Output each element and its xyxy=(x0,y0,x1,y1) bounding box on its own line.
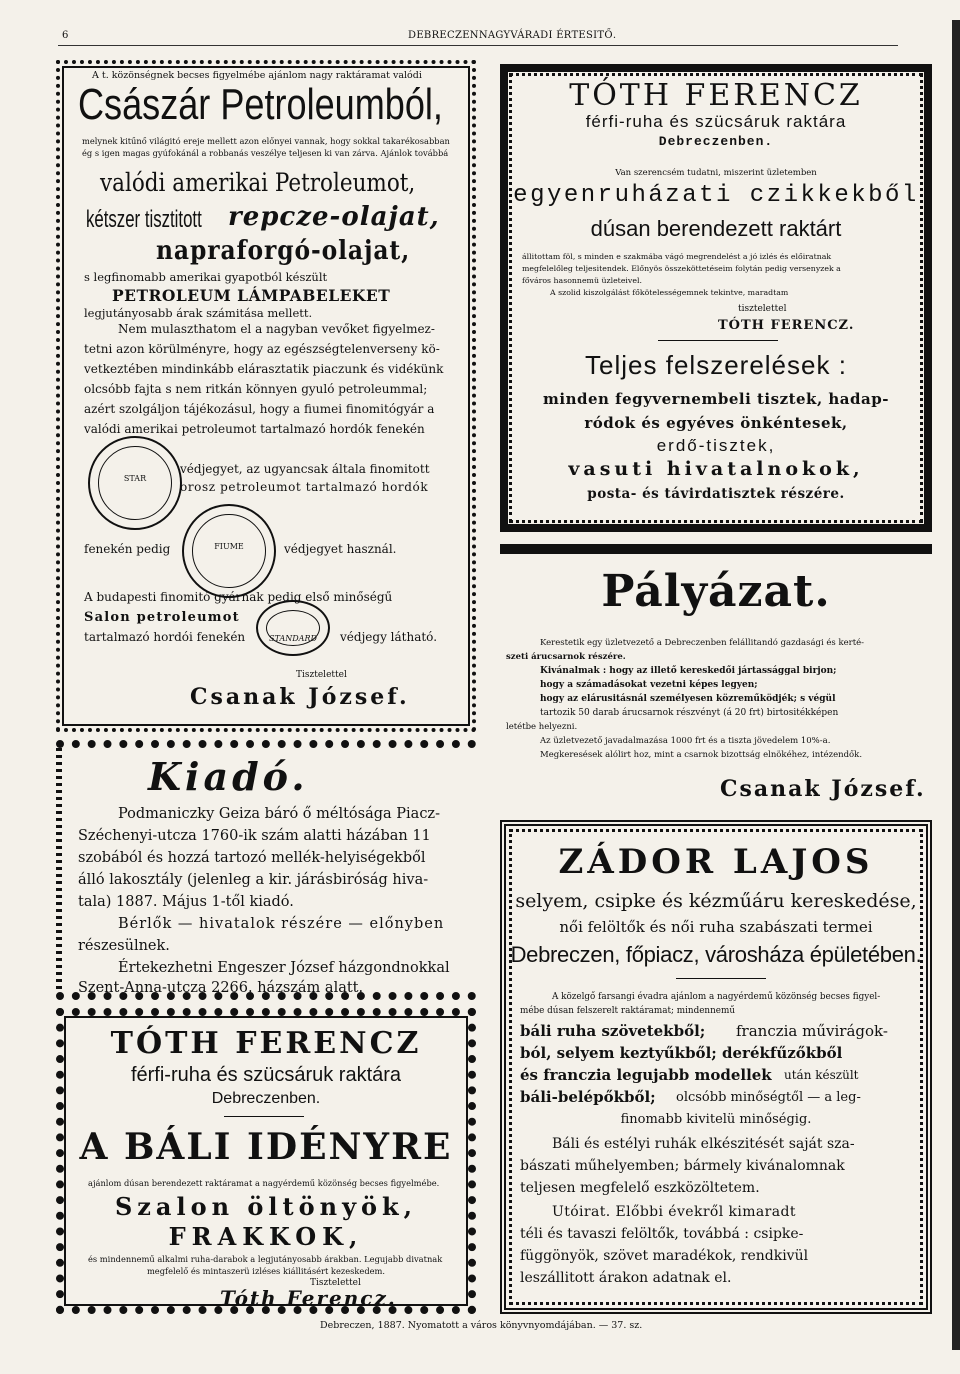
toth-uniform-body-2: megfelelőleg teljesitendek. Előnyös összeköttetéseim folytán pedig versenyzek a xyxy=(522,264,841,273)
petroleum-para-3: vetkeztében mindinkább elárasztatik piaczunk és vidékünk xyxy=(84,362,444,376)
toth-ball-city: Debreczenben. xyxy=(211,1090,321,1107)
toth-uniform-greeting: tisztelettel xyxy=(738,304,787,314)
petroleum-para-4: olcsóbb fajta s nem ritkán könnyen gyuló petroleummal; xyxy=(84,382,428,396)
petroleum-headline: Császár Petroleumból, xyxy=(78,80,443,129)
line-american: valódi amerikai Petroleumot, xyxy=(100,168,416,197)
toth-uniform-name: TÓTH FERENCZ xyxy=(569,78,863,113)
raffinerie-seal xyxy=(88,436,182,530)
petroleum-signature: Csanak József. xyxy=(190,684,410,710)
palyazat-l5: hogy az elárusitásnál személyesen közreműködjék; s végül xyxy=(540,694,836,704)
zador-p9: bászati műhelyemben; bármely kivánalomnak xyxy=(520,1158,845,1174)
toth-ball-line-1: ajánlom dúsan berendezett raktáramat a nagyérdemű közönség becses figyelmébe. xyxy=(88,1178,440,1188)
zador-p13: függönyök, szövet maradékok, rendkivül xyxy=(520,1248,809,1264)
standard-oil-seal xyxy=(256,600,330,656)
kiado-line-8: Értekezhetni Engeszer József házgondnokkal xyxy=(118,960,450,976)
kiado-line-2: Széchenyi-utcza 1760-ik szám alatti házában 11 xyxy=(78,828,431,844)
petroleum-para-6: valódi amerikai petroleumot tartalmazó hordók fenekén xyxy=(84,422,425,436)
toth-uniform-ad xyxy=(500,64,932,532)
salon-line-b: tartalmazó hordói fenekén xyxy=(84,630,246,644)
palyazat-headline: Pályázat. xyxy=(601,566,831,617)
toth-uniform-sub2: dúsan berendezett raktárt xyxy=(590,216,842,241)
palyazat-l8: Az üzletvezető javadalmazása 1000 frt és a tiszta jövedelem 10%-a. xyxy=(540,736,831,746)
zador-name: ZÁDOR LAJOS xyxy=(558,842,874,882)
toth-ball-line-2: és mindennemű alkalmi ruha-darabok a legjutányosabb árakban. Legujabb divatnak xyxy=(88,1254,443,1264)
petroleum-intro: A t. közönségnek becses figyelmébe ajánlom nagy raktáramat valódi xyxy=(92,70,422,81)
palyazat-l2: szeti árucsarnok részére. xyxy=(506,652,626,662)
fiume-seal xyxy=(182,504,276,598)
newspaper-title: DEBRECZENNAGYVÁRADI ÉRTESITŐ. xyxy=(408,30,617,41)
toth-uniform-sub: férfi-ruha és szücsáruk raktára xyxy=(585,112,847,131)
petroleum-para-5: azért szolgáljon tájékozásul, hogy a fiumei finomitógyár a xyxy=(84,402,435,416)
standard-mark: STANDARD xyxy=(269,634,317,644)
kiado-line-5: tala) 1887. Május 1-től kiadó. xyxy=(78,894,294,910)
line-lamps: PETROLEUM LÁMPABELEKET xyxy=(112,286,391,305)
zador-p3b: franczia művirágok- xyxy=(736,1022,888,1040)
toth-ball-greeting: Tisztelettel xyxy=(310,1278,361,1288)
trademark-3: védjegy látható. xyxy=(340,630,438,644)
zador-p2: mébe dúsan felszerelt raktáramat; mindennemű xyxy=(520,1006,735,1016)
line-cotton: s legfinomabb amerikai gyapotból készült xyxy=(84,270,328,284)
toth-ball-sub: férfi-ruha és szücsáruk raktára xyxy=(130,1064,402,1086)
zador-l1: selyem, csipke és kézműáru kereskedése, xyxy=(515,890,917,912)
zador-p3a: báli ruha szövetekből; xyxy=(520,1022,706,1040)
zador-ad xyxy=(500,820,932,1314)
toth-ball-item-2: FRAKKOK, xyxy=(168,1222,364,1251)
palyazat-ad xyxy=(500,544,932,814)
toth-uniform-headline: egyenruházati czikkekből xyxy=(513,182,919,209)
line-prices: legjutányosabb árak számitása mellett. xyxy=(84,306,313,320)
petroleum-desc-1: melynek kitűnő világitó ereje mellett azon előnyei vannak, hogy sokkal takarékosabban xyxy=(82,136,450,146)
page-number: 6 xyxy=(62,30,69,41)
petroleum-para-1: Nem mulaszthatom el a nagyban vevőket figyelmez- xyxy=(118,322,435,336)
toth-ball-item-1: Szalon öltönyök, xyxy=(114,1192,418,1221)
zador-l2: női felöltők és női ruha szabászati termei xyxy=(559,918,873,936)
toth-uniform-headline-2: Teljes felszerelések : xyxy=(585,350,847,380)
toth-uniform-l3: erdő-tisztek, xyxy=(656,436,776,455)
toth-uniform-body-4: A szolid kiszolgálást főkötelességemnek tekintve, maradtam xyxy=(550,288,789,297)
kiado-line-6: Bérlők — hivatalok részére — előnyben xyxy=(118,916,445,932)
toth-uniform-l5: posta- és távirdatisztek részére. xyxy=(587,486,845,502)
zador-p7: finomabb kivitelü minőségig. xyxy=(620,1112,812,1127)
page-header xyxy=(58,28,898,46)
toth-uniform-intro: Van szerencsém tudatni, miszerint üzletemben xyxy=(615,168,817,178)
footer-imprint: Debreczen, 1887. Nyomatott a város könyvnyomdájában. — 37. sz. xyxy=(320,1320,643,1331)
kiado-line-1: Podmaniczky Geiza báró ő méltósága Piacz- xyxy=(118,806,440,822)
petroleum-ad xyxy=(56,60,476,732)
bottom-label: fenekén pedig xyxy=(84,542,171,556)
trademark-1-a: védjegyet, az ugyancsak általa finomitott xyxy=(180,462,430,476)
kiado-left-border xyxy=(56,748,62,992)
zador-l3: Debreczen, főpiacz, városháza épületében. xyxy=(510,942,922,967)
uniform-ornament-rule xyxy=(658,340,778,341)
toth-ball-ad xyxy=(56,1008,476,1314)
zador-p10: teljesen megfelelő eszközöltetem. xyxy=(520,1180,760,1196)
palyazat-l3: Kivánalmak : hogy az illető kereskedői jártassággal birjon; xyxy=(540,666,837,676)
toth-ball-line-3: megfelelő és mintaszerü izléses kiállitásért kezeskedem. xyxy=(146,1266,386,1276)
toth-uniform-city: Debreczenben. xyxy=(658,134,774,149)
zador-p12: téli és tavaszi felöltők, továbbá : csipke- xyxy=(520,1226,804,1242)
kiado-line-4: álló lakosztály (jelenleg a kir. járásbiróság hiva- xyxy=(78,872,429,888)
kiado-ad xyxy=(56,740,476,1000)
zador-p5a: és franczia legujabb modellek xyxy=(520,1066,772,1084)
palyazat-l7: letétbe helyezni. xyxy=(506,722,578,732)
zador-p11: Utóirat. Előbbi évekről kimaradt xyxy=(552,1204,796,1220)
right-edge-border xyxy=(952,20,960,1350)
palyazat-l4: hogy a számadásokat vezetni képes legyen; xyxy=(540,680,758,690)
salon-line: Salon petroleumot xyxy=(84,610,240,625)
zador-p8: Báli és estélyi ruhák elkészitését saját sza- xyxy=(552,1136,855,1152)
seal-1-text: STAR xyxy=(123,474,147,483)
palyazat-l1: Kerestetik egy üzletvezető a Debreczenben felállitandó gazdasági és kerté- xyxy=(540,638,865,648)
line-twice-b: repcze-olajat, xyxy=(228,202,440,232)
budapest-line: A budapesti finomitó gyárnak pedig első minőségű xyxy=(84,590,393,604)
palyazat-l9: Megkeresések alólirt hoz, mint a csarnok bizottság elnökéhez, intézendők. xyxy=(540,750,863,760)
seal-2-text: FIUME xyxy=(214,542,244,551)
zador-p5b: után készült xyxy=(784,1068,859,1082)
toth-uniform-l4: vasuti hivatalnokok, xyxy=(568,458,864,480)
toth-uniform-l1: minden fegyvernembeli tisztek, hadap- xyxy=(543,390,889,408)
kiado-line-3: szobából és hozzá tartozó mellék-helyiségekből xyxy=(78,850,426,866)
petroleum-para-2: tetni azon körülményre, hogy az egészségtelenverseny kö- xyxy=(84,342,440,356)
toth-uniform-l2: ródok és egyéves önkéntesek, xyxy=(584,414,848,432)
trademark-2: védjegyet használ. xyxy=(284,542,397,556)
toth-uniform-body-3: főváros hasonnemü üzleteivel. xyxy=(522,276,642,285)
toth-uniform-body-1: állitottam föl, s minden e szakmába vágó megrendelést a jó izlés és előiratnak xyxy=(522,252,832,261)
petroleum-greeting: Tisztelettel xyxy=(296,670,347,680)
palyazat-signature: Csanak József. xyxy=(720,776,926,802)
toth-ball-headline: A BÁLI IDÉNYRE xyxy=(79,1126,453,1168)
kiado-line-7: részesülnek. xyxy=(78,938,170,954)
ornament-rule xyxy=(224,1116,304,1117)
toth-uniform-signature: TÓTH FERENCZ. xyxy=(718,318,855,333)
zador-p1: A közelgő farsangi évadra ajánlom a nagyérdemű közönség becses figyel- xyxy=(552,992,881,1002)
palyazat-l6: tartozik 50 darab árucsarnok részvényt (á 20 frt) birtositékképen xyxy=(540,708,839,718)
toth-ball-name: TÓTH FERENCZ xyxy=(110,1026,422,1061)
toth-ball-signature: Tóth Ferencz. xyxy=(220,1286,397,1310)
zador-p4: ból, selyem keztyűkből; derékfűzőkből xyxy=(520,1044,843,1062)
kiado-headline: Kiadó. xyxy=(148,754,309,799)
line-sunflower: napraforgó-olajat, xyxy=(156,236,411,266)
zador-p14: leszállitott árakon adatnak el. xyxy=(520,1270,732,1286)
zador-p6b: olcsóbb minőségtől — a leg- xyxy=(676,1090,861,1105)
petroleum-desc-2: ég s igen magas gyúfokánál a robbanás veszélye teljesen ki van zárva. Ajánlok továbbá xyxy=(82,148,449,158)
zador-p6a: báli-belépőkből; xyxy=(520,1088,656,1106)
line-twice-a: kétszer tisztitott xyxy=(86,206,202,233)
trademark-1-b: orosz petroleumot tartalmazó hordók xyxy=(180,480,429,494)
kiado-line-9: Szent-Anna-utcza 2266. házszám alatt. xyxy=(78,980,364,996)
zador-ornament-rule xyxy=(676,978,766,979)
